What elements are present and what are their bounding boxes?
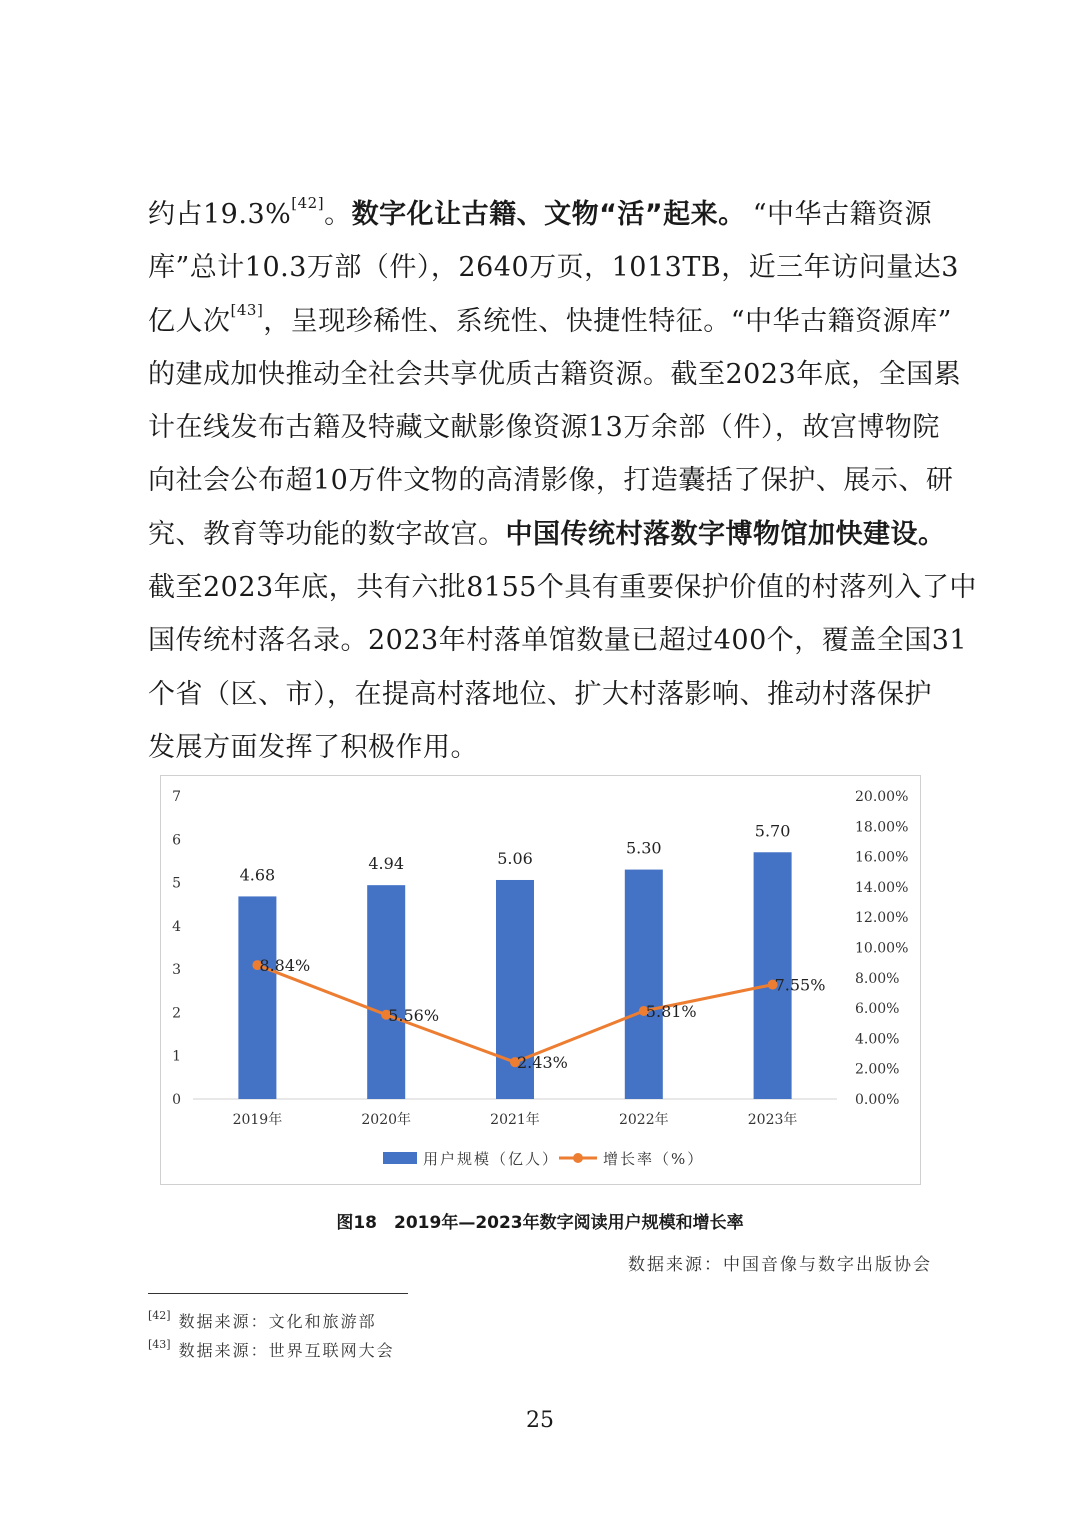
footnote-ref-42: [42] bbox=[291, 194, 325, 212]
y-right-tick-label: 4.00% bbox=[855, 1031, 900, 1048]
y-right-tick-label: 18.00% bbox=[855, 819, 909, 836]
footnote-divider bbox=[148, 1293, 408, 1294]
y-right-tick-label: 14.00% bbox=[855, 879, 909, 896]
bar bbox=[238, 896, 276, 1099]
y-right-tick-label: 20.00% bbox=[855, 789, 909, 805]
y-right-tick-label: 16.00% bbox=[855, 849, 909, 866]
growth-rate-label: 7.55% bbox=[774, 975, 826, 995]
text-line-4: 的建成加快推动全社会共享优质古籍资源。截至2023年底，全国累 bbox=[148, 358, 962, 390]
growth-rate-label: 5.56% bbox=[388, 1005, 440, 1025]
legend-bar-label: 用户规模（亿人） bbox=[423, 1150, 560, 1168]
y-right-tick-label: 8.00% bbox=[855, 970, 900, 987]
text-line-9: 国传统村落名录。2023年村落单馆数量已超过400个，覆盖全国31 bbox=[148, 625, 968, 657]
y-right-tick-label: 2.00% bbox=[855, 1061, 900, 1078]
footnote-43: [43] 数据来源：世界互联网大会 bbox=[148, 1338, 395, 1360]
data-source: 数据来源：中国音像与数字出版协会 bbox=[628, 1255, 932, 1275]
bar-value-label: 5.70 bbox=[754, 821, 791, 841]
text-line-11: 发展方面发挥了积极作用。 bbox=[148, 731, 478, 763]
bold-heading-ancient-books: 数字化让古籍、文物“活”起来。 bbox=[351, 199, 746, 230]
footnote-ref-43: [43] bbox=[230, 300, 264, 319]
growth-rate-label: 5.81% bbox=[645, 1001, 697, 1021]
x-tick-label: 2020年 bbox=[361, 1112, 412, 1128]
text-line-5: 计在线发布古籍及特藏文献影像资源13万余部（件），故宫博物院 bbox=[148, 412, 940, 444]
legend-bar-swatch bbox=[383, 1152, 417, 1164]
body-paragraph bbox=[148, 188, 977, 774]
text-line-10: 个省（区、市），在提高村落地位、扩大村落影响、推动村落保护 bbox=[148, 678, 932, 710]
text-line-8: 截至2023年底，共有六批8155个具有重要保护价值的村落列入了中 bbox=[148, 572, 977, 604]
growth-rate-label: 2.43% bbox=[517, 1053, 568, 1073]
legend-line-label: 增长率（%） bbox=[603, 1150, 705, 1168]
chart-frame bbox=[160, 775, 921, 1185]
bar bbox=[367, 885, 405, 1099]
y-left-tick-label: 6 bbox=[172, 832, 181, 849]
text-line-3: 亿人次[43]，呈现珍稀性、系统性、快捷性特征。“中华古籍资源库” bbox=[148, 300, 952, 337]
legend-line-marker bbox=[573, 1153, 583, 1163]
bar bbox=[625, 870, 663, 1099]
y-left-tick-label: 0 bbox=[172, 1092, 181, 1108]
text-line-6: 向社会公布超10万件文物的高清影像，打造囊括了保护、展示、研 bbox=[148, 465, 954, 497]
figure-caption: 图18 2019年—2023年数字阅读用户规模和增长率 bbox=[336, 1213, 744, 1233]
bar-value-label: 5.30 bbox=[625, 838, 662, 858]
y-right-tick-label: 12.00% bbox=[855, 910, 909, 927]
y-left-tick-label: 1 bbox=[172, 1048, 181, 1065]
text-line-7: 究、教育等功能的数字故宫。中国传统村落数字博物馆加快建设。 bbox=[148, 518, 946, 550]
y-right-tick-label: 6.00% bbox=[855, 1001, 900, 1018]
x-tick-label: 2022年 bbox=[618, 1112, 669, 1128]
y-right-tick-label: 0.00% bbox=[855, 1092, 900, 1108]
bar-value-label: 5.06 bbox=[497, 848, 533, 868]
footnote-42: [42] 数据来源：文化和旅游部 bbox=[148, 1309, 377, 1331]
page-number: 25 bbox=[526, 1408, 554, 1433]
bar-value-label: 4.94 bbox=[368, 854, 405, 874]
text-line-1: 约占19.3%[42]。数字化让古籍、文物“活”起来。 “中华古籍资源 bbox=[148, 188, 932, 241]
bold-heading-village-museum: 中国传统村落数字博物馆加快建设。 bbox=[505, 518, 946, 550]
text-line-2: 库”总计10.3万部（件），2640万页，1013TB，近三年访问量达3 bbox=[148, 252, 959, 284]
y-left-tick-label: 2 bbox=[172, 1005, 181, 1022]
y-left-tick-label: 7 bbox=[172, 789, 181, 805]
y-left-tick-label: 4 bbox=[172, 918, 181, 935]
growth-rate-label: 8.84% bbox=[259, 956, 311, 976]
x-tick-label: 2019年 bbox=[232, 1112, 283, 1128]
text-line-1-start: 约占19.3%[42]。数字化让古籍、文物“活”起来。 bbox=[148, 194, 746, 230]
x-tick-label: 2021年 bbox=[490, 1112, 540, 1128]
x-tick-label: 2023年 bbox=[747, 1112, 798, 1128]
y-left-tick-label: 5 bbox=[172, 875, 181, 892]
y-left-tick-label: 3 bbox=[172, 962, 181, 979]
combo-chart bbox=[161, 776, 920, 1184]
bar-value-label: 4.68 bbox=[239, 865, 276, 885]
y-right-tick-label: 10.00% bbox=[855, 940, 909, 957]
